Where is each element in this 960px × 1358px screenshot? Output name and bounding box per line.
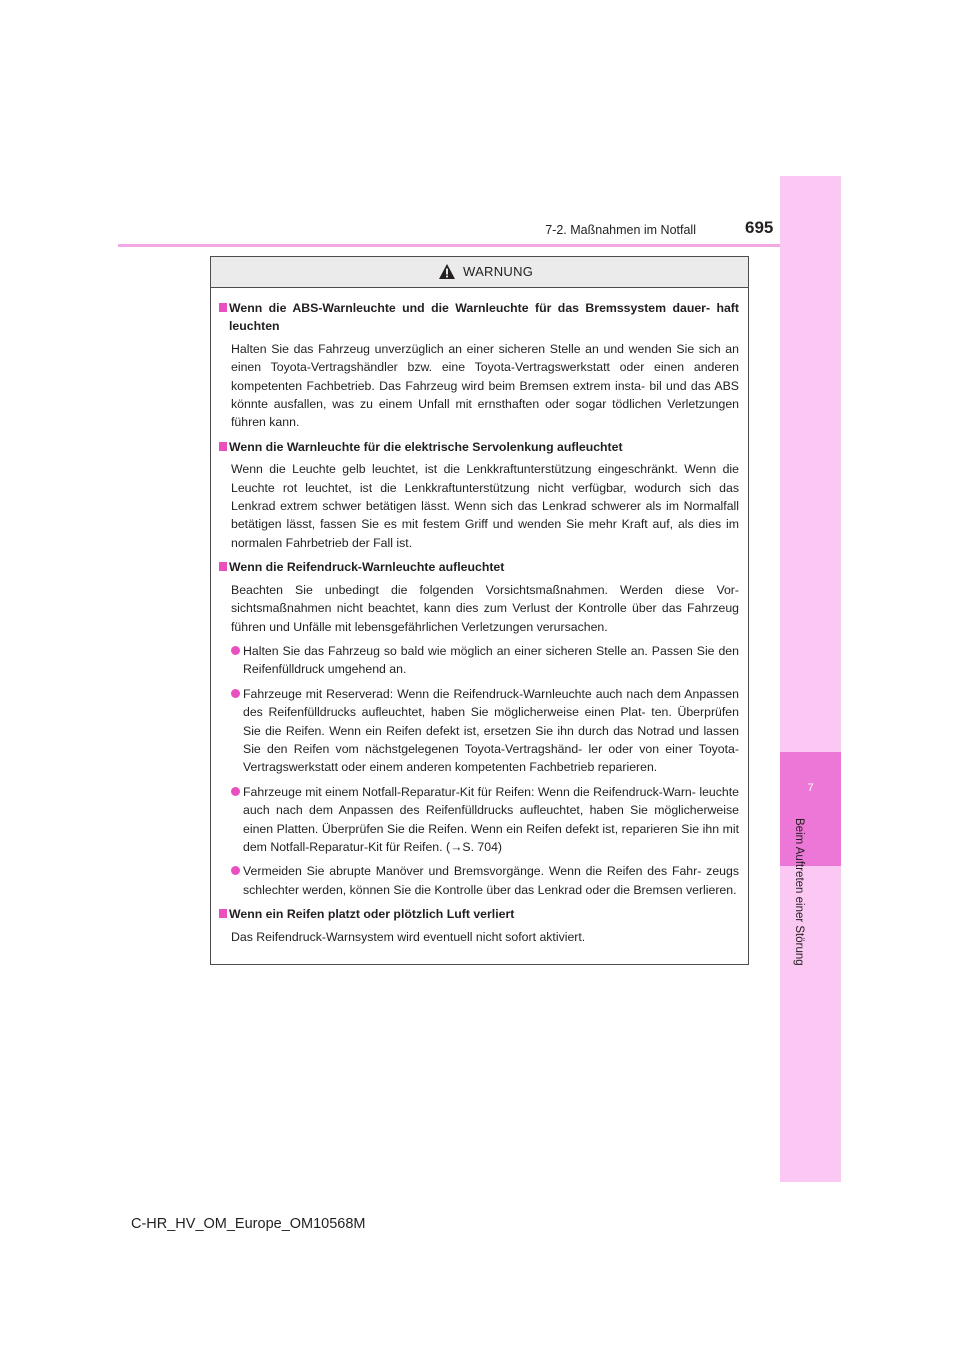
warning-title: WARNUNG <box>463 264 534 279</box>
warning-triangle-icon <box>438 263 456 280</box>
square-bullet-icon <box>219 909 227 918</box>
page-number: 695 <box>745 218 774 237</box>
chapter-number: 7 <box>807 782 814 794</box>
warning-text-abs: Halten Sie das Fahrzeug unverzüglich an einer sicheren Stelle an und wenden Sie sich an einen Toyota-Vertragshändler bzw. eine Toyota-Vertragswerkstatt oder einen anderen kompetenten Fachbetrieb. Das Fahrzeug wird beim Bremsen extrem insta- bil und das ABS könnte ausfallen, was zu einem Unfall mit ernsthaften oder sogar tödlichen Verletzungen führen kann. <box>231 341 739 430</box>
round-bullet-icon <box>231 866 240 875</box>
chapter-title: Beim Auftreten einer Störung <box>793 818 805 966</box>
warning-text-eps: Wenn die Leuchte gelb leuchtet, ist die Lenkkraftunterstützung eingeschränkt. Wenn die Leuchte rot leuchtet, ist die Lenkkraftunterstützung nicht verfügbar, wodurch sich das Lenkrad extrem schwer betätigen lässt. Wenn sich das Lenkrad schwerer als im Normalfall betätigen lässt, fassen Sie es mit festem Griff und wenden Sie mehr Kraft auf, als dies im normalen Fahrbetrieb der Fall ist. <box>231 462 739 550</box>
document-code: C-HR_HV_OM_Europe_OM10568M <box>131 1216 366 1232</box>
warning-text-tpws: Beachten Sie unbedingt die folgenden Vorsichtsmaßnahmen. Werden diese Vor- sichtsmaßnahmen nicht beachtet, kann dies zum Verlust der Kontrolle über das Fahrzeug führen und Unfälle mit lebensgefährlichen Verletzungen verursachen. <box>231 582 739 634</box>
square-bullet-icon <box>219 562 227 571</box>
section-title: 7-2. Maßnahmen im Notfall <box>545 223 696 237</box>
warning-box <box>210 256 749 965</box>
chapter-side-tab <box>780 176 841 1182</box>
warning-heading-abs: Wenn die ABS-Warnleuchte und die Warnleuchte für das Bremssystem dauer- haft leuchten <box>219 299 739 336</box>
list-item: Vermeiden Sie abrupte Manöver und Bremsvorgänge. Wenn die Reifen des Fahr- zeugs schlechter werden, können Sie die Kontrolle über das Lenkrad oder die Bremsen verlieren. <box>219 862 739 899</box>
warning-text-blowout: Das Reifendruck-Warnsystem wird eventuell nicht sofort aktiviert. <box>231 929 586 944</box>
round-bullet-icon <box>231 787 240 796</box>
warning-heading-eps: Wenn die Warnleuchte für die elektrische Servolenkung aufleuchtet <box>219 438 739 456</box>
square-bullet-icon <box>219 442 227 451</box>
square-bullet-icon <box>219 303 227 312</box>
round-bullet-icon <box>231 646 240 655</box>
header-rule <box>118 244 780 247</box>
warning-header <box>211 257 748 288</box>
list-item: Fahrzeuge mit Reserverad: Wenn die Reifendruck-Warnleuchte auch nach dem Anpassen des Reifenfülldrucks aufleuchtet, haben Sie möglicherweise einen Plat- ten. Überprüfen Sie die Reifen. Wenn ein Reifen defekt ist, ersetzen Sie ihn durch das Notrad und lassen Sie den Reifen vom nächstgelegenen Toyota-Vertragshänd- ler oder von einer Toyota-Vertragswerkstatt oder einem anderen kompetenten Fachbetrieb reparieren. <box>219 685 739 777</box>
list-item: Halten Sie das Fahrzeug so bald wie möglich an einer sicheren Stelle an. Passen Sie den Reifenfülldruck umgehend an. <box>219 642 739 679</box>
warning-heading-tpws: Wenn die Reifendruck-Warnleuchte aufleuchtet <box>219 558 739 576</box>
warning-content <box>211 287 748 952</box>
warning-heading-blowout: Wenn ein Reifen platzt oder plötzlich Luft verliert <box>219 905 739 923</box>
list-item: Fahrzeuge mit einem Notfall-Reparatur-Kit für Reifen: Wenn die Reifendruck-Warn- leuchte auch nach dem Anpassen des Reifenfülldrucks aufleuchtet, haben Sie möglicherweise einen Platten. Überprüfen Sie die Reifen. Wenn ein Reifen defekt ist, reparieren Sie ihn mit dem Notfall-Reparatur-Kit für Reifen. (→S. 704) <box>219 783 739 857</box>
round-bullet-icon <box>231 689 240 698</box>
